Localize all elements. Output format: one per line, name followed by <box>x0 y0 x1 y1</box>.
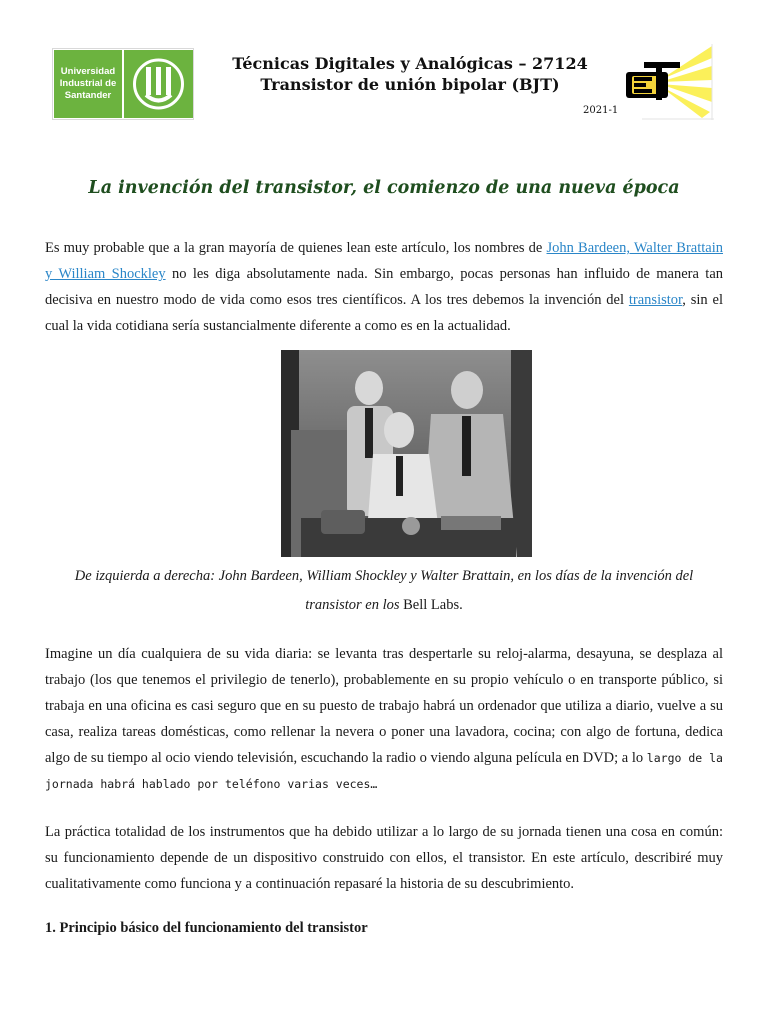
semester-label: 2021-1 <box>583 105 619 116</box>
instruments-paragraph: La práctica totalidad de los instrumentos que ha debido utilizar a lo largo de su jornada tienen una cosa en común: su funcionamiento depende de un dispositivo construido con ellos, el transistor. En este artículo, describiré muy cualitativamente como funciona y a continuación repasaré la historia de su descubrimiento. <box>45 824 723 892</box>
transistor-link[interactable]: transistor <box>628 292 683 308</box>
intro-text-2: no les diga absolutamente nada. Sin embargo, pocas personas han influido de manera tan decisiva en nuestro modo de vida como esos tres científicos. A los tres debemos la invención del <box>45 266 724 308</box>
intro-paragraph <box>45 235 723 339</box>
historic-photo <box>281 350 532 557</box>
document-subtitle: Transistor de unión bipolar (BJT) <box>260 75 560 94</box>
article-heading: La invención del transistor, el comienzo de una nueva época <box>88 178 680 198</box>
university-logo <box>52 48 194 120</box>
daily-life-paragraph <box>45 641 723 797</box>
scientists-link[interactable]: John Bardeen, Walter Brattain y William Shockley <box>45 240 723 282</box>
photo-caption <box>45 562 723 620</box>
daily-life-text: Imagine un día cualquiera de su vida diaria: se levanta tras despertarle su reloj-alarma, desayuna, se desplaza al trabajo (los que tenemos el privilegio de tenerlo), probablemente en su propio vehículo o en transporte público, si trabaja en una oficina es casi seguro que en su puesto de trabajo habrá un ordenador que utiliza a diario, vuelve a su casa, realiza tareas domésticas, como rellenar la nevera o poner una lavadora, cocina; con algo de fortuna, dedica algo de su tiempo al ocio viendo televisión, escuchando la radio o viendo alguna película en DVD; a lo <box>45 646 723 766</box>
caption-bell-labs: Bell Labs. <box>403 597 463 613</box>
section-heading: 1. Principio básico del funcionamiento del transistor <box>45 920 368 936</box>
intro-text-3: , sin el cual la vida cotidiana sería sustancialmente diferente a como es en la actualidad. <box>45 292 724 334</box>
university-logo-text: Universidad Industrial de Santander <box>54 50 122 118</box>
uis-emblem <box>124 50 193 118</box>
intro-text-1: Es muy probable que a la gran mayoría de quienes lean este artículo, los nombres de <box>45 240 547 256</box>
course-title: Técnicas Digitales y Analógicas – 27124 <box>232 54 588 73</box>
daily-life-tail: largo de la jornada habrá hablado por teléfono varias veces… <box>45 751 723 791</box>
caption-italic: De izquierda a derecha: John Bardeen, William Shockley y Walter Brattain, en los días de la invención del transistor en los <box>74 568 694 613</box>
et-logo <box>622 44 714 120</box>
